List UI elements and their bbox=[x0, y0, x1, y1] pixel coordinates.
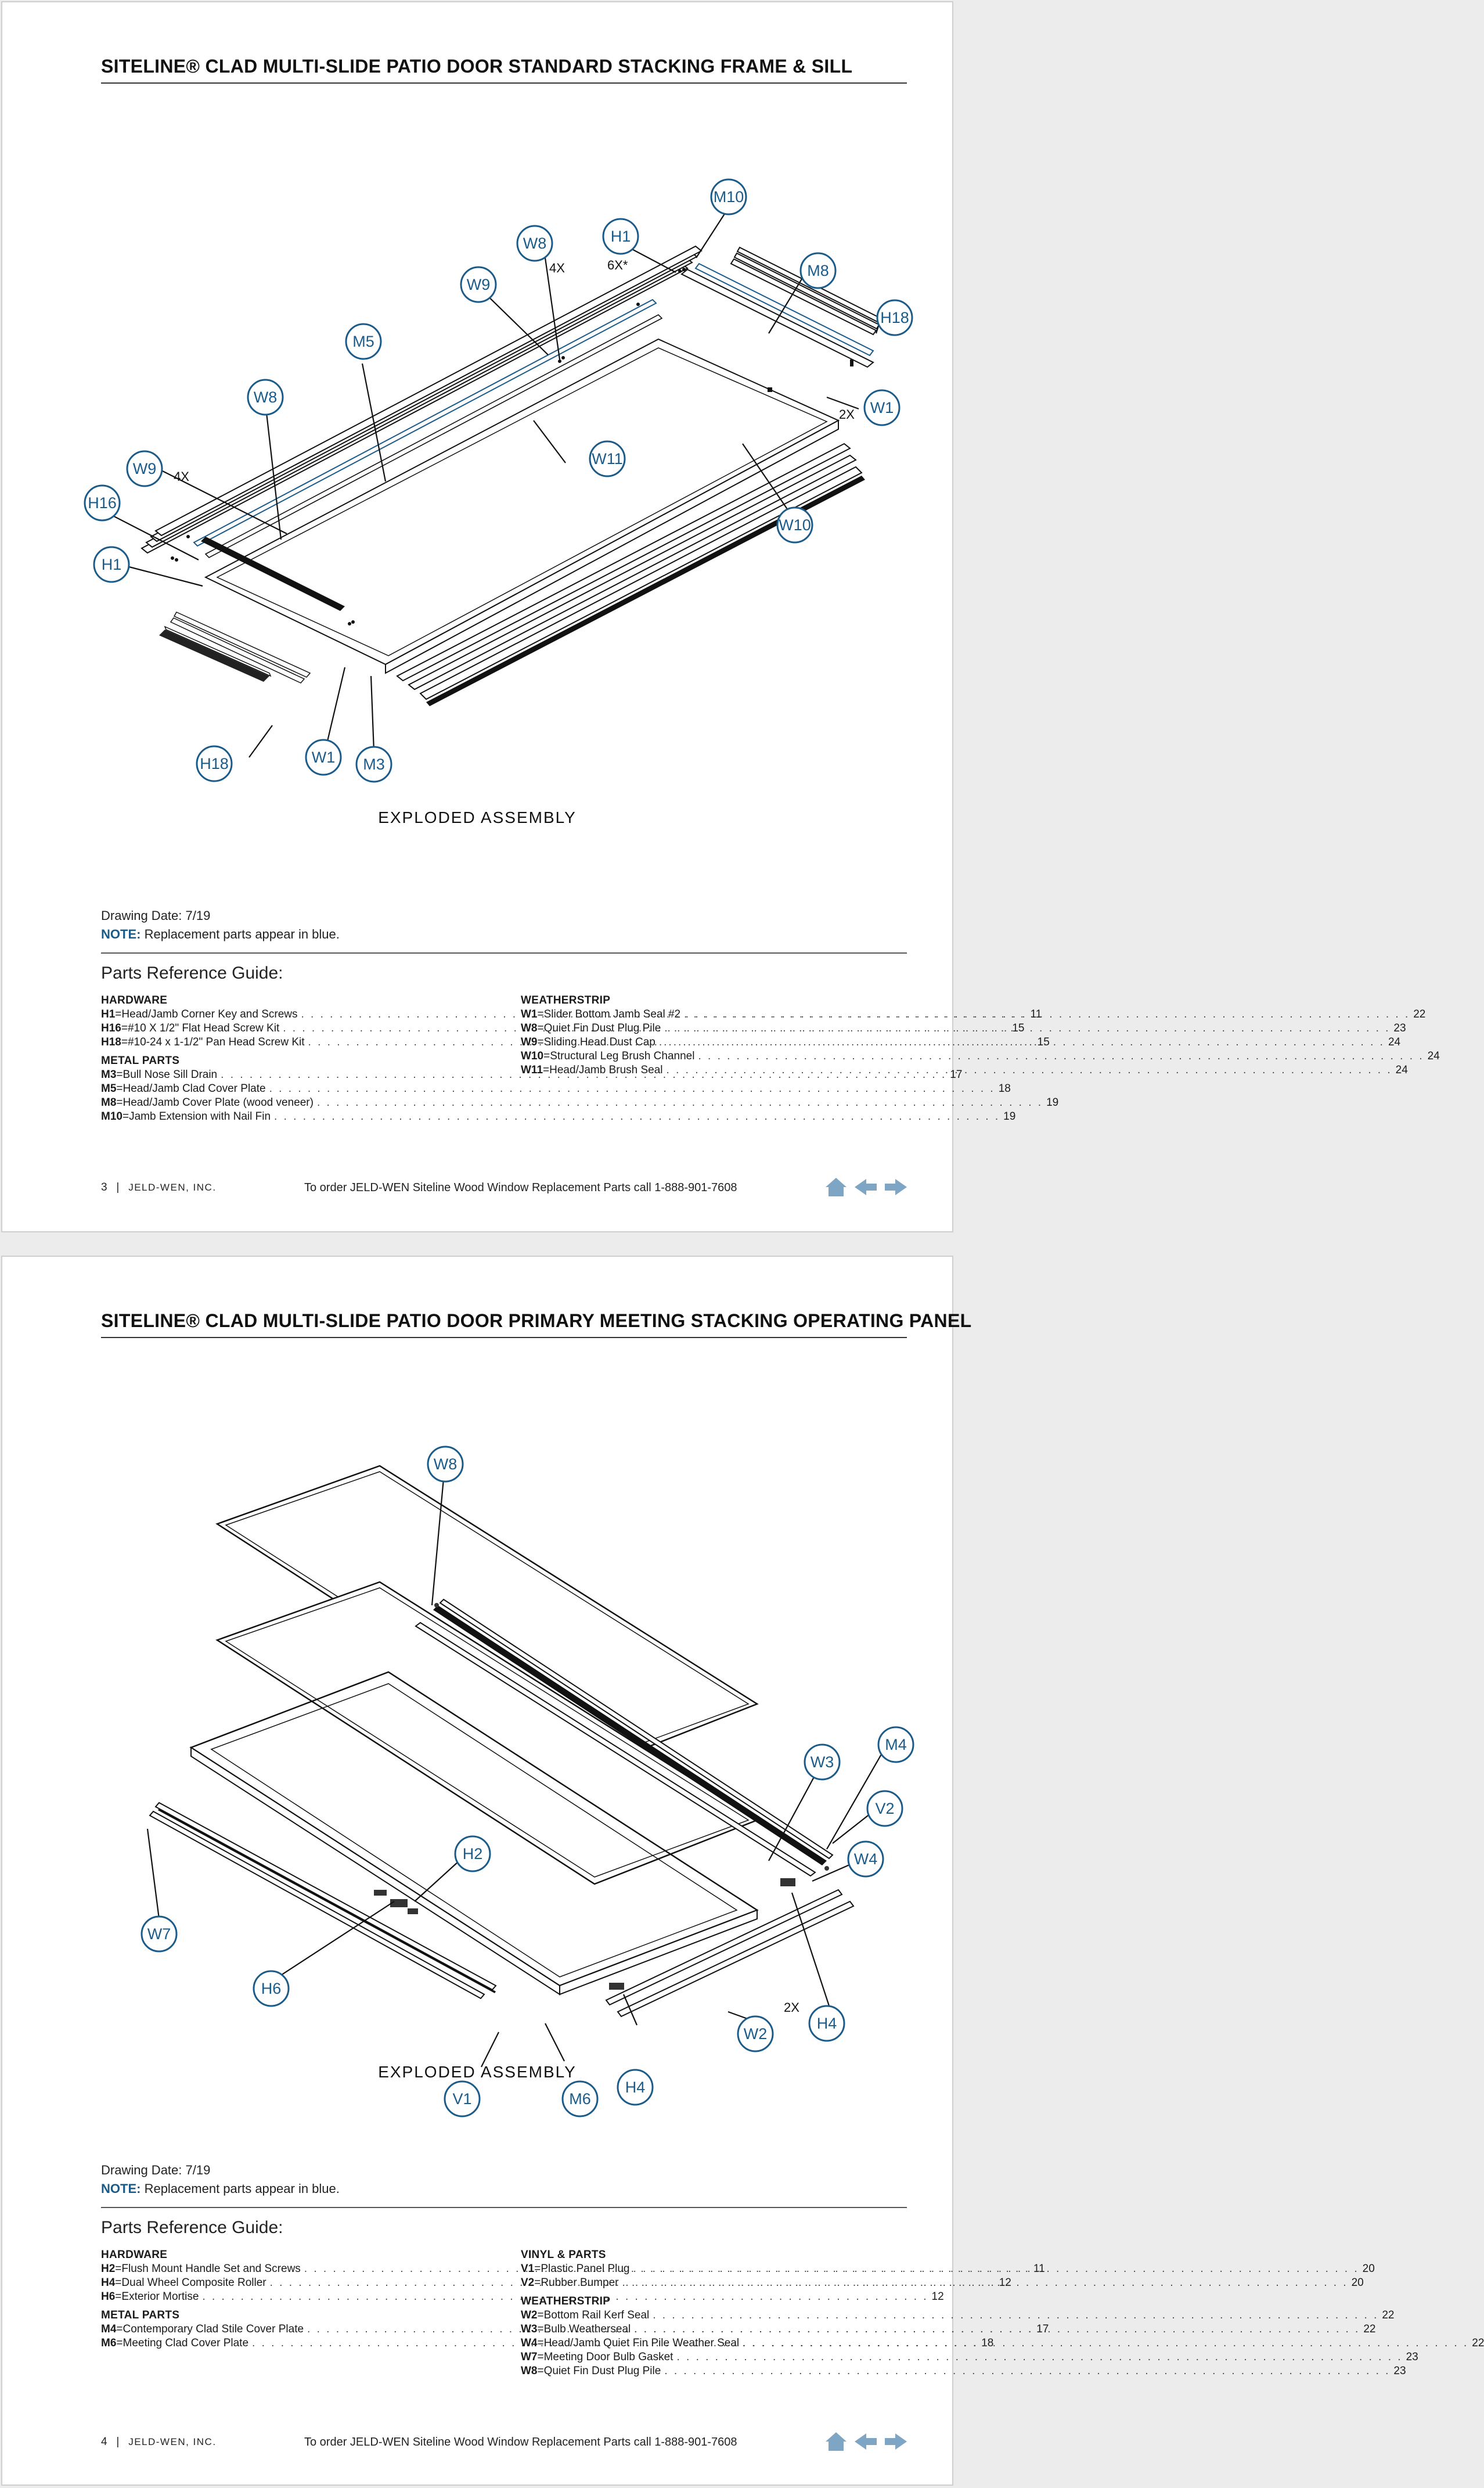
part-row: W7 = Meeting Door Bulb Gasket . . . 23 bbox=[521, 2351, 910, 2365]
callout-H18 bbox=[877, 300, 912, 335]
callout-V2 bbox=[867, 1791, 902, 1826]
callout-M10 bbox=[711, 179, 746, 214]
part-row: W11 = Head/Jamb Brush Seal . . . 24 bbox=[521, 1064, 910, 1078]
callout-W1 bbox=[865, 390, 899, 425]
part-row: H1 = Head/Jamb Corner Key and Screws . . . 11 bbox=[101, 1008, 490, 1022]
order-info: To order JELD-WEN Siteline Wood Window Replacement Parts call 1-888-901-7608 bbox=[304, 2436, 737, 2449]
qty-label: 6X* bbox=[607, 258, 628, 272]
section-heading-metal: METAL PARTS bbox=[101, 2309, 180, 2321]
part-row: H4 = Dual Wheel Composite Roller . . . 12 bbox=[101, 2277, 490, 2291]
section-heading-hardware: HARDWARE bbox=[101, 2249, 168, 2261]
exploded-assembly-diagram bbox=[72, 95, 909, 792]
parts-guide-title: Parts Reference Guide: bbox=[101, 2218, 283, 2237]
callout-W7 bbox=[142, 1917, 177, 1951]
callout-W8-left bbox=[248, 380, 283, 415]
svg-text:W10: W10 bbox=[779, 516, 811, 534]
svg-text:H6: H6 bbox=[261, 1980, 282, 1997]
home-icon[interactable] bbox=[826, 1178, 847, 1196]
part-row: H16 = #10 X 1/2" Flat Head Screw Kit . . . 15 bbox=[101, 1022, 490, 1036]
part-row: W2 = Bottom Rail Kerf Seal . . . 22 bbox=[521, 2309, 910, 2323]
part-row: W9 = Sliding Head Dust Cap . . . 24 bbox=[521, 1036, 910, 1050]
parts-guide-title: Parts Reference Guide: bbox=[101, 963, 283, 983]
note bbox=[101, 2181, 340, 2196]
callout-W1-bottom bbox=[306, 740, 341, 775]
part-row: M10 = Jamb Extension with Nail Fin . . . 19 bbox=[101, 1110, 490, 1124]
part-row: H6 = Exterior Mortise . . . 12 bbox=[101, 2291, 490, 2304]
svg-text:H2: H2 bbox=[462, 1845, 483, 1863]
qty-label: 2X bbox=[784, 2000, 799, 2015]
callout-W8 bbox=[517, 226, 552, 261]
prev-page-icon[interactable] bbox=[855, 1179, 877, 1195]
section-heading-vinyl: VINYL & PARTS bbox=[521, 2249, 606, 2261]
svg-text:W3: W3 bbox=[810, 1753, 834, 1771]
svg-text:M10: M10 bbox=[713, 188, 744, 206]
page-number: 4 bbox=[101, 2436, 107, 2448]
footer-separator: | bbox=[116, 2436, 120, 2448]
callout-H1 bbox=[603, 219, 638, 254]
callout-M3 bbox=[356, 747, 391, 782]
catalog-page-4 bbox=[1, 1256, 1484, 2486]
order-info: To order JELD-WEN Siteline Wood Window Replacement Parts call 1-888-901-7608 bbox=[304, 1181, 737, 1194]
callout-H1-left bbox=[94, 547, 129, 582]
callout-W8 bbox=[428, 1447, 463, 1482]
part-row: W10 = Structural Leg Brush Channel . . . 24 bbox=[521, 1050, 910, 1064]
page-number: 3 bbox=[101, 1181, 107, 1193]
part-row: V2 = Rubber Bumper . . . 20 bbox=[521, 2277, 910, 2291]
page-title: SITELINE® CLAD MULTI-SLIDE PATIO DOOR PRIMARY MEETING STACKING OPERATING PANEL bbox=[101, 1310, 972, 1331]
qty-label: 2X bbox=[839, 407, 855, 422]
svg-text:M6: M6 bbox=[569, 2090, 591, 2108]
svg-text:W1: W1 bbox=[311, 749, 336, 766]
section-heading-weatherstrip: WEATHERSTRIP bbox=[521, 994, 611, 1006]
svg-text:H4: H4 bbox=[625, 2079, 646, 2096]
section-heading-hardware: HARDWARE bbox=[101, 994, 168, 1006]
prev-page-icon[interactable] bbox=[855, 2433, 877, 2450]
svg-text:H4: H4 bbox=[816, 2015, 837, 2032]
callout-W3 bbox=[805, 1745, 840, 1779]
diagram-caption: EXPLODED ASSEMBLY bbox=[378, 2063, 577, 2081]
callout-M8 bbox=[801, 253, 835, 288]
callout-W9 bbox=[461, 267, 496, 302]
title-rule bbox=[101, 1337, 907, 1338]
svg-text:W8: W8 bbox=[253, 389, 278, 406]
svg-text:W11: W11 bbox=[592, 450, 623, 468]
callout-W10 bbox=[777, 508, 812, 542]
part-row: H2 = Flush Mount Handle Set and Screws . . . 11 bbox=[101, 2263, 490, 2277]
part-row: W4 = Head/Jamb Quiet Fin Pile Weather Seal . . . 22 bbox=[521, 2337, 910, 2351]
callout-H16 bbox=[85, 486, 120, 520]
next-page-icon[interactable] bbox=[885, 2433, 907, 2450]
svg-text:M3: M3 bbox=[363, 756, 385, 773]
svg-text:H1: H1 bbox=[610, 228, 631, 245]
callout-W11 bbox=[590, 441, 625, 476]
part-row: V1 = Plastic Panel Plug . . . 20 bbox=[521, 2263, 910, 2277]
svg-text:H16: H16 bbox=[88, 494, 117, 512]
note-text: Replacement parts appear in blue. bbox=[141, 2181, 340, 2196]
part-row: M3 = Bull Nose Sill Drain . . . 17 bbox=[101, 1069, 490, 1083]
part-row: W8 = Quiet Fin Dust Plug Pile . . . 23 bbox=[521, 1022, 910, 1036]
callout-W2 bbox=[738, 2016, 773, 2051]
callout-W9-left bbox=[127, 451, 162, 486]
callout-H2 bbox=[455, 1836, 490, 1871]
svg-text:W8: W8 bbox=[523, 235, 547, 252]
svg-text:W9: W9 bbox=[132, 460, 157, 477]
next-page-icon[interactable] bbox=[885, 1179, 907, 1195]
callout-M6 bbox=[563, 2081, 597, 2116]
note-text: Replacement parts appear in blue. bbox=[141, 927, 340, 941]
part-row: M8 = Head/Jamb Cover Plate (wood veneer) . . . 19 bbox=[101, 1096, 490, 1110]
page-title: SITELINE® CLAD MULTI-SLIDE PATIO DOOR STANDARD STACKING FRAME & SILL bbox=[101, 56, 853, 77]
catalog-page-3 bbox=[1, 1, 1440, 1232]
callout-H18-bottom bbox=[197, 746, 232, 781]
section-rule bbox=[101, 2207, 907, 2208]
svg-text:W8: W8 bbox=[433, 1455, 458, 1473]
callout-W4 bbox=[848, 1842, 883, 1876]
head-jamb-assembly bbox=[142, 246, 701, 558]
nav-icons bbox=[826, 1177, 907, 1198]
section-heading-metal: METAL PARTS bbox=[101, 1055, 180, 1067]
part-row: M5 = Head/Jamb Clad Cover Plate . . . 18 bbox=[101, 1083, 490, 1096]
drawing-date: Drawing Date: 7/19 bbox=[101, 2163, 211, 2177]
svg-text:V1: V1 bbox=[452, 2090, 472, 2108]
note bbox=[101, 927, 340, 942]
company-name: JELD-WEN, INC. bbox=[128, 1182, 217, 1193]
qty-label: 4X bbox=[549, 261, 565, 275]
footer-separator: | bbox=[116, 1181, 120, 1193]
right-jamb-assembly bbox=[682, 247, 882, 367]
callout-M4 bbox=[878, 1727, 913, 1762]
svg-text:H1: H1 bbox=[101, 556, 122, 573]
part-row: M4 = Contemporary Clad Stile Cover Plate . . . 17 bbox=[101, 2323, 490, 2337]
callout-H6 bbox=[254, 1971, 289, 2006]
part-row: W1 = Slider Bottom Jamb Seal #2 . . . 22 bbox=[521, 1008, 910, 1022]
drawing-date: Drawing Date: 7/19 bbox=[101, 908, 211, 923]
svg-text:W4: W4 bbox=[853, 1850, 878, 1868]
callout-V1 bbox=[445, 2081, 480, 2116]
svg-text:W2: W2 bbox=[743, 2025, 768, 2043]
part-row: W3 = Bulb Weatherseal . . . 22 bbox=[521, 2323, 910, 2337]
home-icon[interactable] bbox=[826, 2432, 847, 2451]
section-heading-weatherstrip: WEATHERSTRIP bbox=[521, 2295, 611, 2307]
svg-text:V2: V2 bbox=[875, 1800, 895, 1817]
sill-assembly bbox=[397, 444, 865, 706]
svg-text:W7: W7 bbox=[147, 1925, 171, 1943]
part-row: W8 = Quiet Fin Dust Plug Pile . . . 23 bbox=[521, 2365, 910, 2379]
title-rule bbox=[101, 82, 907, 84]
page-footer bbox=[101, 1181, 217, 1194]
company-name: JELD-WEN, INC. bbox=[128, 2436, 217, 2447]
note-label: NOTE: bbox=[101, 927, 141, 941]
svg-text:H18: H18 bbox=[200, 755, 229, 772]
diagram-caption: EXPLODED ASSEMBLY bbox=[378, 808, 577, 826]
svg-text:W1: W1 bbox=[870, 399, 894, 416]
callout-H4 bbox=[809, 2006, 844, 2041]
qty-label: 4X bbox=[174, 469, 189, 484]
note-label: NOTE: bbox=[101, 2181, 141, 2196]
svg-text:M4: M4 bbox=[885, 1736, 907, 1753]
svg-text:H18: H18 bbox=[880, 309, 909, 326]
left-jamb-assembly bbox=[159, 537, 345, 683]
part-row: H18 = #10-24 x 1-1/2" Pan Head Screw Kit . . . 15 bbox=[101, 1036, 490, 1050]
svg-text:W9: W9 bbox=[466, 276, 491, 293]
section-rule bbox=[101, 952, 907, 954]
callout-M5 bbox=[346, 324, 381, 359]
svg-text:M8: M8 bbox=[807, 262, 829, 279]
part-row: M6 = Meeting Clad Cover Plate . . . 18 bbox=[101, 2337, 490, 2351]
exploded-assembly-diagram bbox=[72, 1350, 907, 2108]
svg-text:M5: M5 bbox=[352, 333, 374, 350]
nav-icons bbox=[826, 2431, 907, 2452]
page-footer bbox=[101, 2436, 217, 2449]
